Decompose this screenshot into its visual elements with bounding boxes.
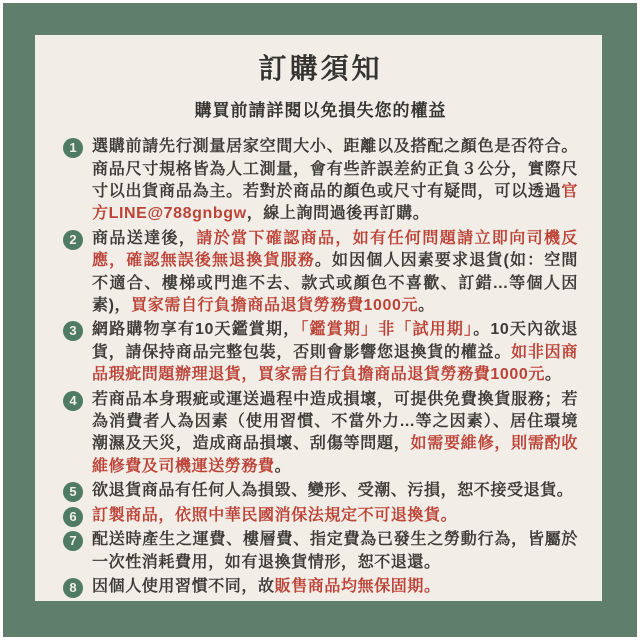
notice-number-badge: 6 bbox=[63, 507, 83, 527]
notice-number-badge: 1 bbox=[63, 138, 83, 158]
notice-text-segment: 若商品本身瑕疵或運送過程中造成損壞，可提供免費換貨服務；若為消費者人為因素（使用習慣、不當外力...等之因素）、居住環境潮濕及天災，造成商品損壞、刮傷等問題， bbox=[92, 390, 578, 453]
notice-text-segment: 買家需自行負擔商品退貨勞務費1000元 bbox=[131, 297, 419, 315]
notice-text bbox=[92, 576, 578, 598]
notice-text-segment: 。如因個人因素要求退貨(如：空間不適合、樓梯或門進不去、款式或顏色不喜歡、訂錯...等個人因素)， bbox=[92, 252, 578, 315]
notice-text-segment: 欲退貨商品有任何人為損毀、變形、受潮、污損，恕不接受退貨。 bbox=[92, 482, 574, 500]
notice-text bbox=[92, 529, 578, 574]
notice-text-segment: 「鑑賞期」非「試用期」 bbox=[300, 321, 474, 339]
notice-text-segment: 官方LINE@788gnbgw bbox=[92, 183, 578, 223]
notice-number-badge: 8 bbox=[63, 578, 83, 598]
notice-number-badge: 5 bbox=[63, 482, 83, 502]
notice-text-segment: 網路購物享有10天鑑賞期， bbox=[92, 321, 301, 339]
page-subtitle: 購買前請詳閱以免損失您的權益 bbox=[194, 101, 447, 121]
notice-text-segment: 配送時產生之運費、樓層費、指定費為已發生之勞動行為，皆屬於一次性消耗費用，如有退換貨情形，恕不退還。 bbox=[92, 531, 578, 571]
page-title: 訂購須知 bbox=[258, 53, 383, 84]
notice-item bbox=[63, 529, 578, 574]
notice-item bbox=[63, 228, 578, 318]
notice-text-segment: 。10天內欲退貨，請保持商品完整包裝，否則會影響您退換貨的權益。 bbox=[92, 321, 579, 361]
notice-text-segment: 如非因商品瑕疵問題辦理退貨，買家需自行負擔商品退貨勞務費1000元 bbox=[92, 343, 578, 384]
notice-item bbox=[63, 319, 578, 386]
notice-text-segment: 。 bbox=[418, 297, 435, 315]
notice-item bbox=[63, 576, 578, 598]
notice-number-badge: 7 bbox=[63, 531, 83, 551]
notice-text-segment: 請於當下確認商品，如有任何問題請立即向司機反應，確認無誤後無退換貨服務 bbox=[92, 229, 578, 270]
notice-item bbox=[63, 389, 578, 479]
notice-text-segment: 訂製商品，依照中華民國消保法規定不可退換貨。 bbox=[92, 506, 458, 524]
notice-list bbox=[63, 136, 578, 598]
notice-text-segment: 因個人使用習慣不同，故 bbox=[92, 577, 275, 595]
notice-item bbox=[63, 480, 578, 502]
notice-text-segment: ，線上詢問過後再訂購。 bbox=[246, 205, 430, 223]
notice-item bbox=[63, 505, 578, 527]
notice-text-segment: 。 bbox=[274, 457, 292, 475]
notice-text-segment: 如需要維修，則需酌收維修費及司機運送勞務費 bbox=[92, 435, 578, 475]
notice-text-segment: 選購前請先行測量居家空間大小、距離以及搭配之顏色是否符合。商品尺寸規格皆為人工測量，會有些許誤差約正負３公分，實際尺寸以出貨商品為主。若對於商品的顏色或尺寸有疑問，可以透過 bbox=[92, 138, 578, 200]
notice-text-segment: 商品送達後， bbox=[92, 229, 197, 247]
notice-card bbox=[35, 35, 602, 601]
notice-text bbox=[92, 136, 578, 226]
notice-number-badge: 2 bbox=[63, 230, 83, 250]
notice-text bbox=[92, 319, 578, 386]
notice-text bbox=[92, 480, 578, 502]
notice-number-badge: 4 bbox=[63, 391, 83, 411]
notice-text-segment: 。 bbox=[545, 366, 562, 384]
notice-item bbox=[63, 136, 578, 226]
notice-text bbox=[92, 228, 578, 318]
notice-number-badge: 3 bbox=[63, 321, 83, 341]
notice-text bbox=[92, 389, 578, 479]
notice-text bbox=[92, 505, 578, 527]
notice-text-segment: 販售商品均無保固期。 bbox=[274, 577, 441, 595]
